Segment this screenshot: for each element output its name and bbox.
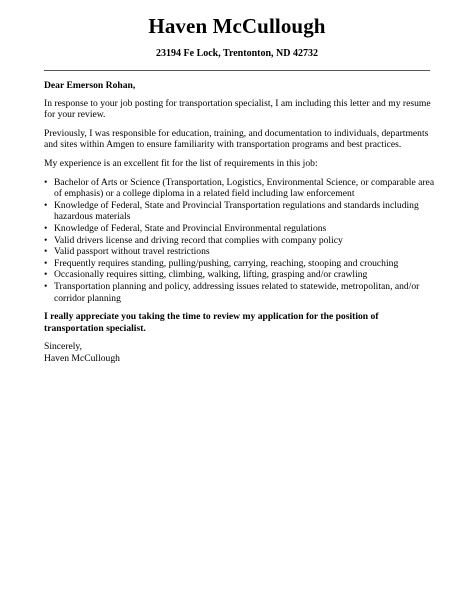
bullet-icon: • (44, 246, 48, 258)
letter-body (44, 80, 436, 364)
list-item-text: Knowledge of Federal, State and Provincial Transportation regulations and standards including hazardous materials (54, 199, 419, 223)
bullet-icon: • (44, 176, 48, 188)
requirements-intro: My experience is an excellent fit for the list of requirements in this job: (44, 157, 318, 169)
list-item-text: Transportation planning and policy, addressing issues related to statewide, metropolitan, and/or corridor planning (54, 280, 420, 304)
list-item-text: Valid passport without travel restrictions (54, 246, 210, 258)
list-item-text: Frequently requires standing, pulling/pushing, carrying, reaching, stooping and crouching (54, 257, 399, 269)
list-item (44, 269, 436, 281)
signature-name: Haven McCullough (44, 352, 120, 364)
list-item (44, 246, 436, 258)
bullet-icon: • (44, 234, 48, 246)
list-item-text: Bachelor of Arts or Science (Transportation, Logistics, Environmental Science, or comparable area of emphasis) or a college diploma in a related field including law enforcement (54, 176, 435, 200)
experience-paragraph: Previously, I was responsible for education, training, and documentation to individuals, departments and sites within Amgen to ensure familiarity with transportation programs and best practices. (44, 127, 429, 151)
closing-statement: I really appreciate you taking the time to review my application for the position of transportation specialist. (44, 311, 379, 334)
list-item (44, 223, 436, 235)
list-item (44, 258, 436, 270)
list-item (44, 235, 436, 247)
bullet-icon: • (44, 280, 48, 292)
list-item (44, 177, 436, 200)
list-item-text: Knowledge of Federal, State and Provincial Environmental regulations (54, 222, 327, 234)
bullet-icon: • (44, 199, 48, 211)
intro-paragraph: In response to your job posting for transportation specialist, I am including this letter and my resume for your review. (44, 97, 431, 121)
list-item (44, 200, 436, 223)
bullet-icon: • (44, 257, 48, 269)
list-item-text: Valid drivers license and driving record that complies with company policy (54, 234, 343, 246)
list-item (44, 281, 436, 304)
sender-name: Haven McCullough (148, 14, 326, 38)
bullet-icon: • (44, 222, 48, 234)
bullet-icon: • (44, 269, 48, 281)
list-item-text: Occasionally requires sitting, climbing, walking, lifting, grasping and/or crawling (54, 269, 368, 281)
signoff: Sincerely, (44, 341, 83, 353)
sender-address: 23194 Fe Lock, Trentonton, ND 42732 (156, 48, 318, 59)
header-divider (44, 70, 430, 71)
salutation: Dear Emerson Rohan, (44, 80, 136, 91)
requirements-list (44, 177, 436, 305)
